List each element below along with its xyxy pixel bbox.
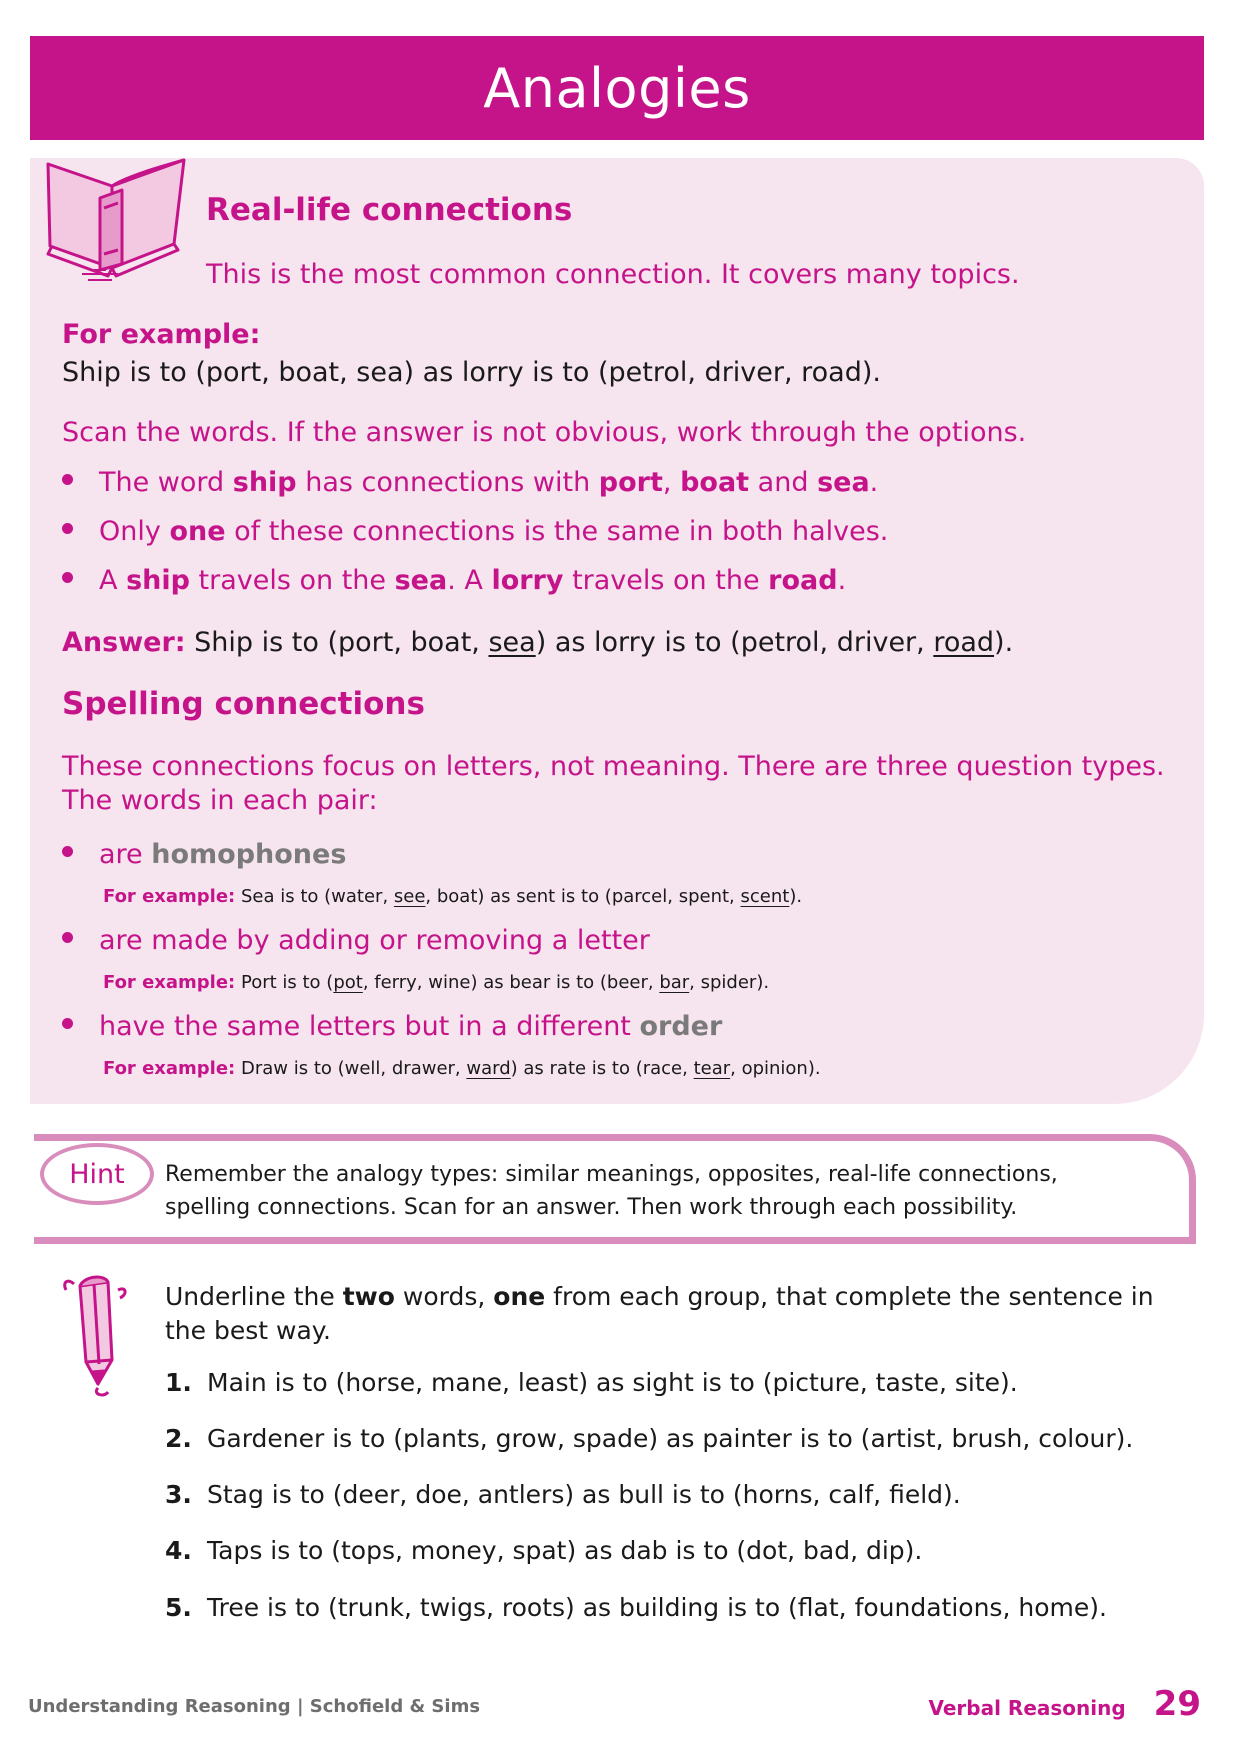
open-book-icon xyxy=(38,146,198,286)
question-item: 1. Main is to (horse, mane, least) as sight is to (picture, taste, site). xyxy=(165,1368,1018,1397)
footer-publisher: Understanding Reasoning | Schofield & Sims xyxy=(28,1696,481,1717)
bullet-dot-icon xyxy=(62,1018,73,1029)
footer-section: Verbal Reasoning xyxy=(928,1696,1126,1720)
exercise-instruction: Underline the two words, one from each group, that complete the sentence in the best way. xyxy=(165,1282,1154,1345)
spelling-type-item: have the same letters but in a different order xyxy=(62,1010,722,1044)
bullet-item: The word ship has connections with port, boat and sea. xyxy=(62,466,878,500)
hint-text: Remember the analogy types: similar meanings, opposites, real-life connections, spelling connections. Scan for an answer. Then work through each possibility. xyxy=(165,1162,1058,1220)
question-item: 4. Taps is to (tops, money, spat) as dab is to (dot, bad, dip). xyxy=(165,1536,923,1565)
bullet-dot-icon xyxy=(62,523,73,534)
hint-label: Hint xyxy=(69,1158,125,1190)
scan-instruction: Scan the words. If the answer is not obvious, work through the options. xyxy=(62,417,1027,448)
page-number: 29 xyxy=(1153,1684,1201,1724)
question-item: 2. Gardener is to (plants, grow, spade) as painter is to (artist, brush, colour). xyxy=(165,1424,1134,1453)
pencil-icon xyxy=(58,1272,138,1402)
example-label: For example: xyxy=(62,319,261,350)
footer-right xyxy=(928,1684,1201,1724)
page-title: Analogies xyxy=(483,56,751,120)
real-life-heading: Real-life connections xyxy=(206,192,573,228)
bullet-dot-icon xyxy=(62,572,73,583)
spelling-example: For example: Sea is to (water, see, boat) as sent is to (parcel, spent, scent). xyxy=(103,886,803,907)
bullet-dot-icon xyxy=(62,474,73,485)
example-text: Ship is to (port, boat, sea) as lorry is to (petrol, driver, road). xyxy=(62,357,881,388)
bullet-dot-icon xyxy=(62,846,73,857)
question-item: 5. Tree is to (trunk, twigs, roots) as building is to (flat, foundations, home). xyxy=(165,1593,1107,1622)
title-banner xyxy=(30,36,1204,140)
spelling-type-item: are homophones xyxy=(62,838,346,872)
bullet-item: A ship travels on the sea. A lorry travels on the road. xyxy=(62,564,846,598)
real-life-intro: This is the most common connection. It covers many topics. xyxy=(206,259,1020,290)
spelling-type-item: are made by adding or removing a letter xyxy=(62,924,650,958)
bullet-item: Only one of these connections is the same in both halves. xyxy=(62,515,888,549)
spelling-example: For example: Port is to (pot, ferry, wine) as bear is to (beer, bar, spider). xyxy=(103,972,770,993)
spelling-example: For example: Draw is to (well, drawer, ward) as rate is to (race, tear, opinion). xyxy=(103,1058,821,1079)
bullet-dot-icon xyxy=(62,932,73,943)
spelling-heading: Spelling connections xyxy=(62,686,425,722)
question-item: 3. Stag is to (deer, doe, antlers) as bull is to (horns, calf, field). xyxy=(165,1480,961,1509)
answer-line: Answer: Ship is to (port, boat, sea) as lorry is to (petrol, driver, road). xyxy=(62,627,1014,658)
hint-bubble xyxy=(40,1143,154,1205)
spelling-intro: These connections focus on letters, not meaning. There are three question types. The words in each pair: xyxy=(62,751,1165,816)
